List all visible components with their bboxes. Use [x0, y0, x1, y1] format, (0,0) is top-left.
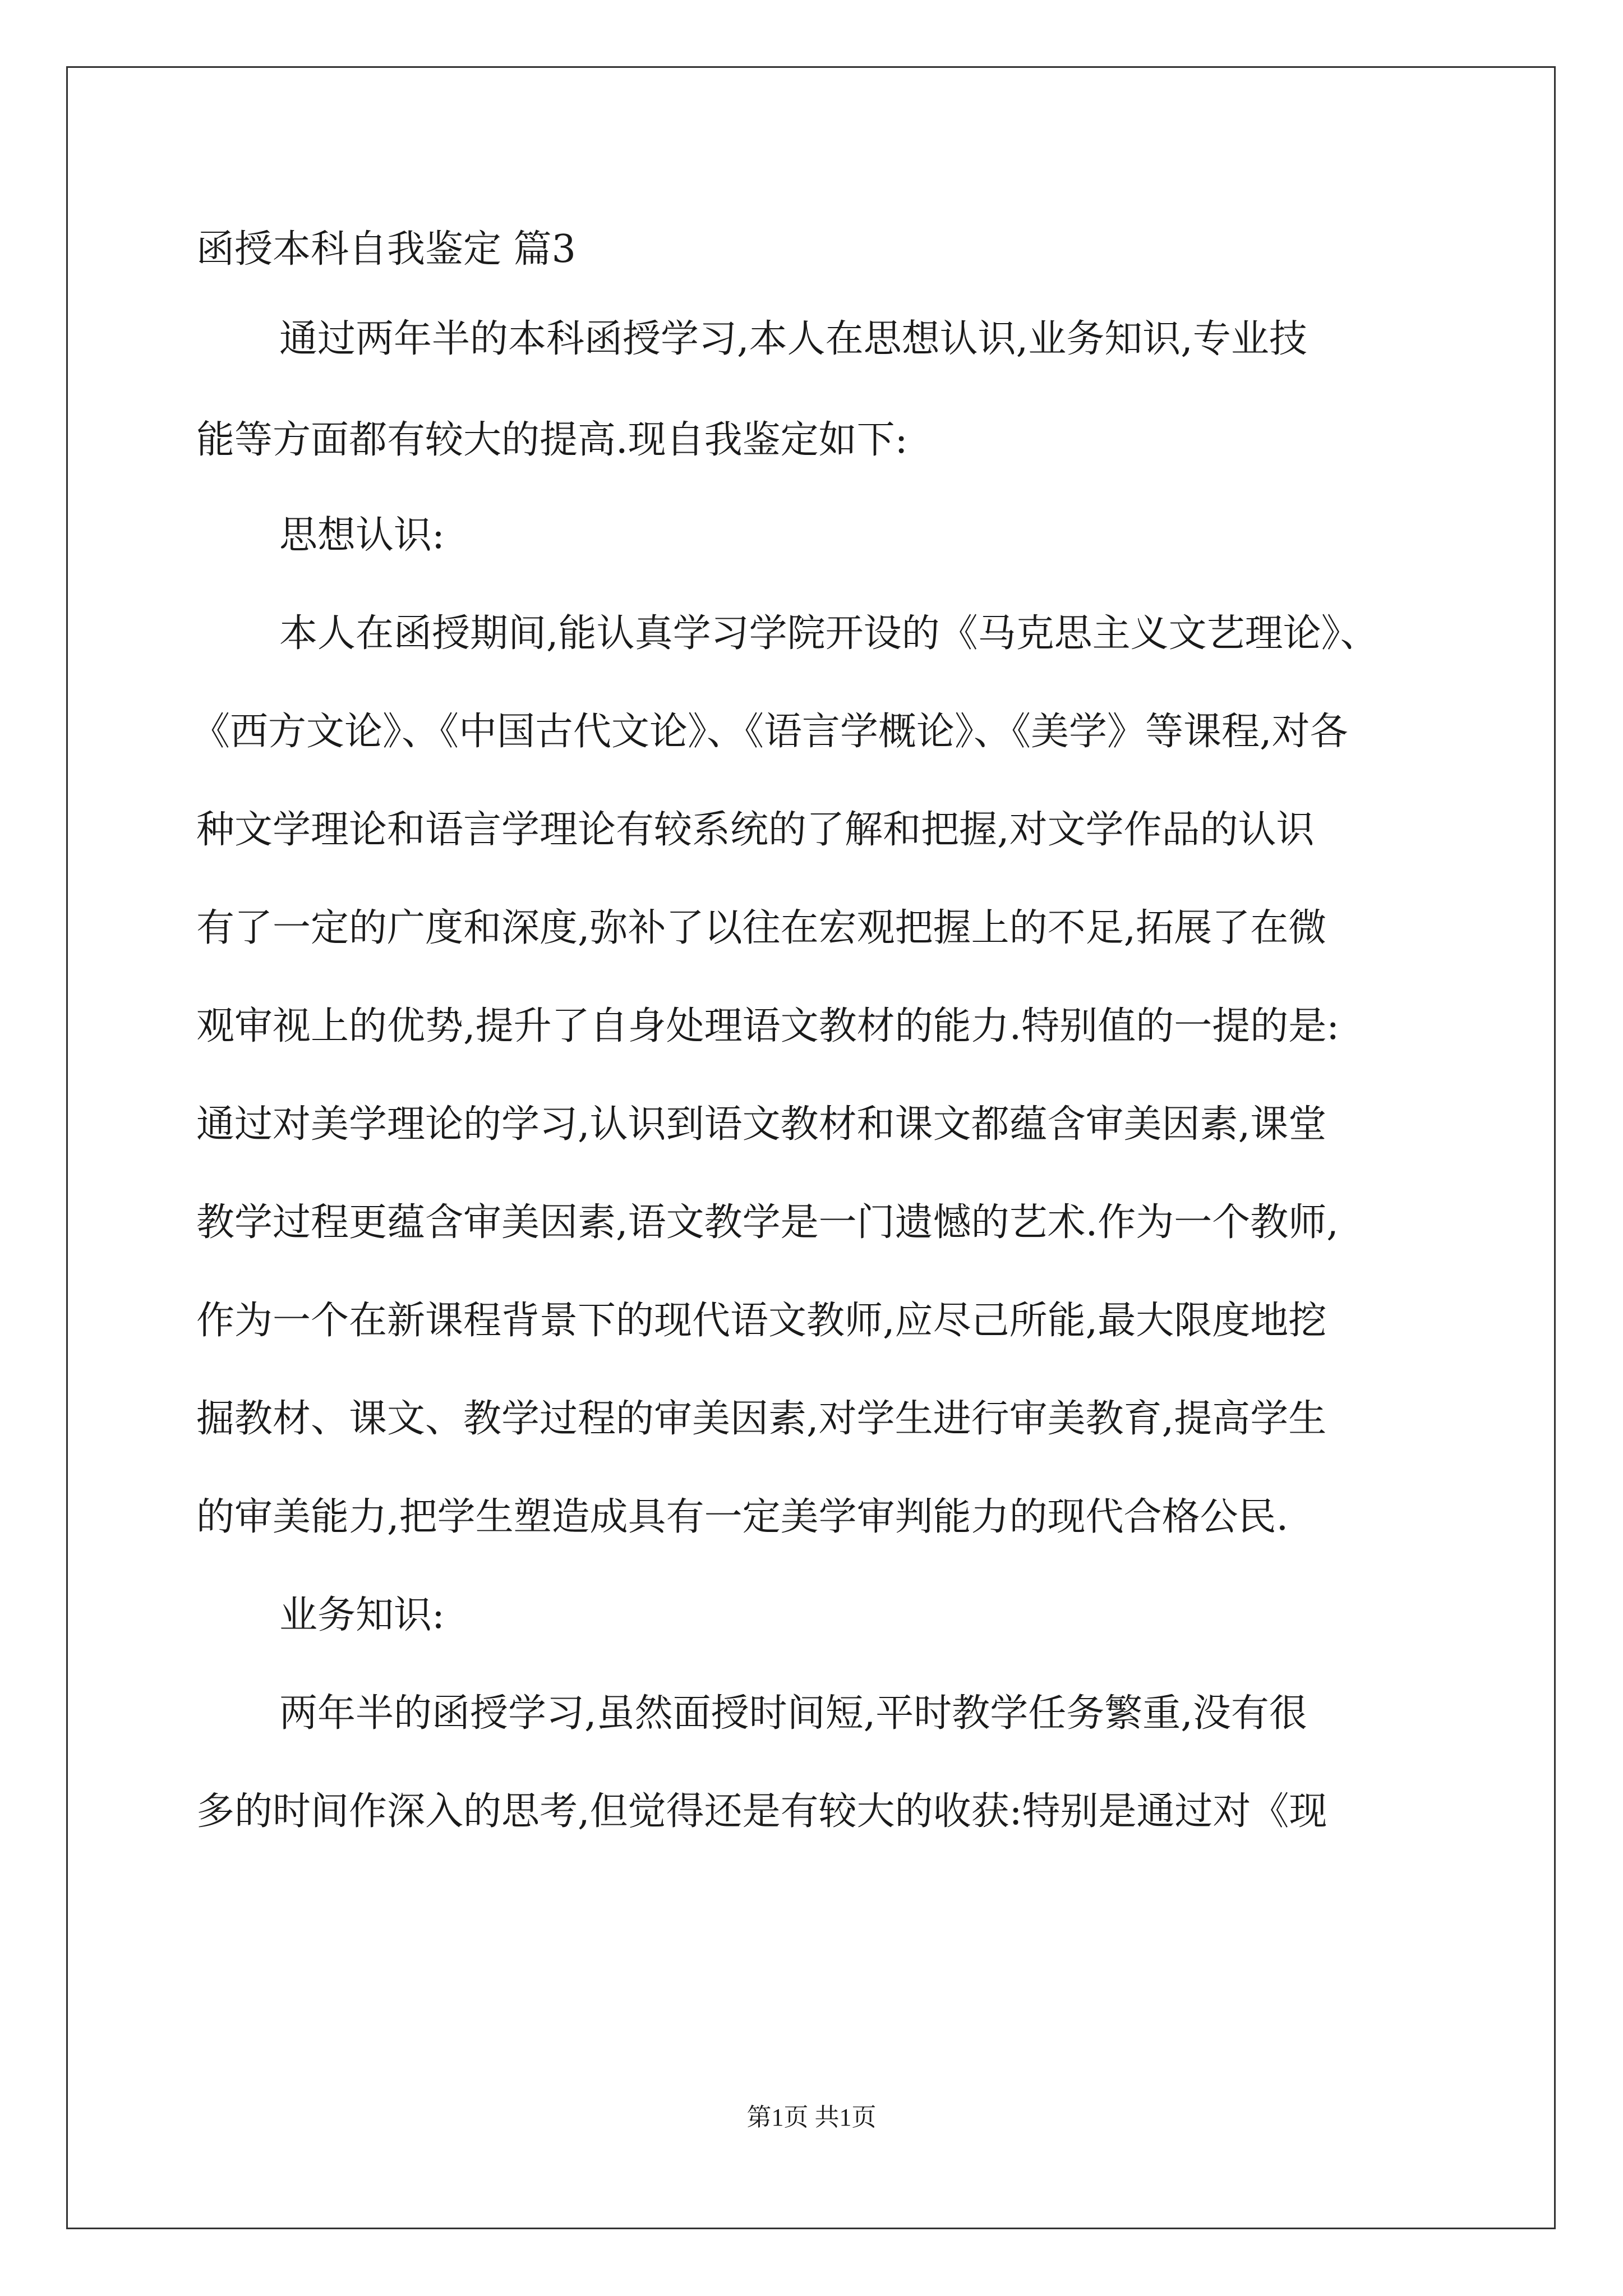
page-number-footer: 第1页 共1页 [746, 2104, 877, 2131]
paragraph-line: 掘教材、课文、教学过程的审美因素,对学生进行审美教育,提高学生 [196, 1397, 1327, 1441]
paragraph-line: 作为一个在新课程背景下的现代语文教师,应尽己所能,最大限度地挖 [196, 1299, 1327, 1343]
section-heading: 思想认识: [279, 513, 445, 558]
paragraph-line: 能等方面都有较大的提高.现自我鉴定如下: [196, 418, 908, 462]
paragraph-line: 有了一定的广度和深度,弥补了以往在宏观把握上的不足,拓展了在微 [196, 906, 1327, 950]
document-title: 函授本科自我鉴定 篇3 [196, 227, 576, 272]
paragraph-line: 《西方文论》、《中国古代文论》、《语言学概论》、《美学》等课程,对各 [192, 710, 1348, 754]
paragraph-line: 两年半的函授学习,虽然面授时间短,平时教学任务繁重,没有很 [279, 1691, 1307, 1736]
paragraph-line: 通过两年半的本科函授学习,本人在思想认识,业务知识,专业技 [279, 317, 1307, 361]
paragraph-line: 本人在函授期间,能认真学习学院开设的《马克思主义文艺理论》、 [279, 611, 1378, 656]
section-heading: 业务知识: [279, 1593, 445, 1637]
paragraph-line: 通过对美学理论的学习,认识到语文教材和课文都蕴含审美因素,课堂 [196, 1102, 1327, 1147]
paragraph-line: 多的时间作深入的思考,但觉得还是有较大的收获:特别是通过对《现 [196, 1789, 1327, 1834]
paragraph-line: 种文学理论和语言学理论有较系统的了解和把握,对文学作品的认识 [196, 808, 1315, 852]
paragraph-line: 的审美能力,把学生塑造成具有一定美学审判能力的现代合格公民. [196, 1495, 1289, 1539]
paragraph-line: 教学过程更蕴含审美因素,语文教学是一门遗憾的艺术.作为一个教师, [196, 1200, 1339, 1245]
paragraph-line: 观审视上的优势,提升了自身处理语文教材的能力.特别值的一提的是: [196, 1004, 1340, 1048]
